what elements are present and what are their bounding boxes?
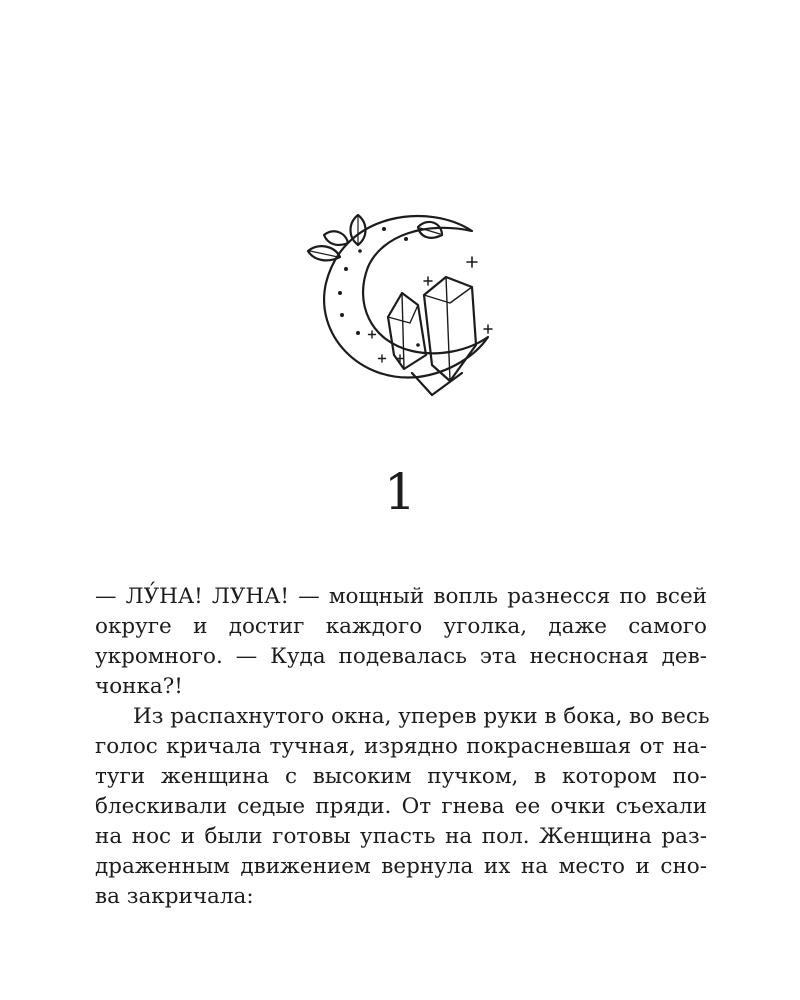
- crescent-moon-crystals-icon: [300, 205, 500, 400]
- paragraph: [95, 702, 710, 912]
- text-line: голос кричала тучная, изрядно покрасневшая от на-: [95, 734, 707, 759]
- chapter-number: 1: [384, 463, 416, 521]
- paragraph: [95, 582, 707, 702]
- text-line: округе и достиг каждого уголка, даже самого: [95, 614, 707, 639]
- text-line: укромного. — Куда подевалась эта несносная дев-: [95, 644, 707, 669]
- text-line: — ЛУ́НА! ЛУНА! — мощный вопль разнесся по всей: [95, 584, 707, 609]
- text-line: на нос и были готовы упасть на пол. Женщина раз-: [95, 824, 707, 849]
- chapter-text: [95, 582, 710, 912]
- text-line: Из распахнутого окна, уперев руки в бока, во весь: [133, 704, 710, 729]
- text-line: ва закричала:: [95, 884, 254, 909]
- text-line: блескивали седые пряди. От гнева ее очки съехали: [95, 794, 707, 819]
- text-line: туги женщина с высоким пучком, в котором по-: [95, 764, 707, 789]
- text-line: чонка?!: [95, 674, 183, 699]
- text-line: драженным движением вернула их на место и сно-: [95, 854, 707, 879]
